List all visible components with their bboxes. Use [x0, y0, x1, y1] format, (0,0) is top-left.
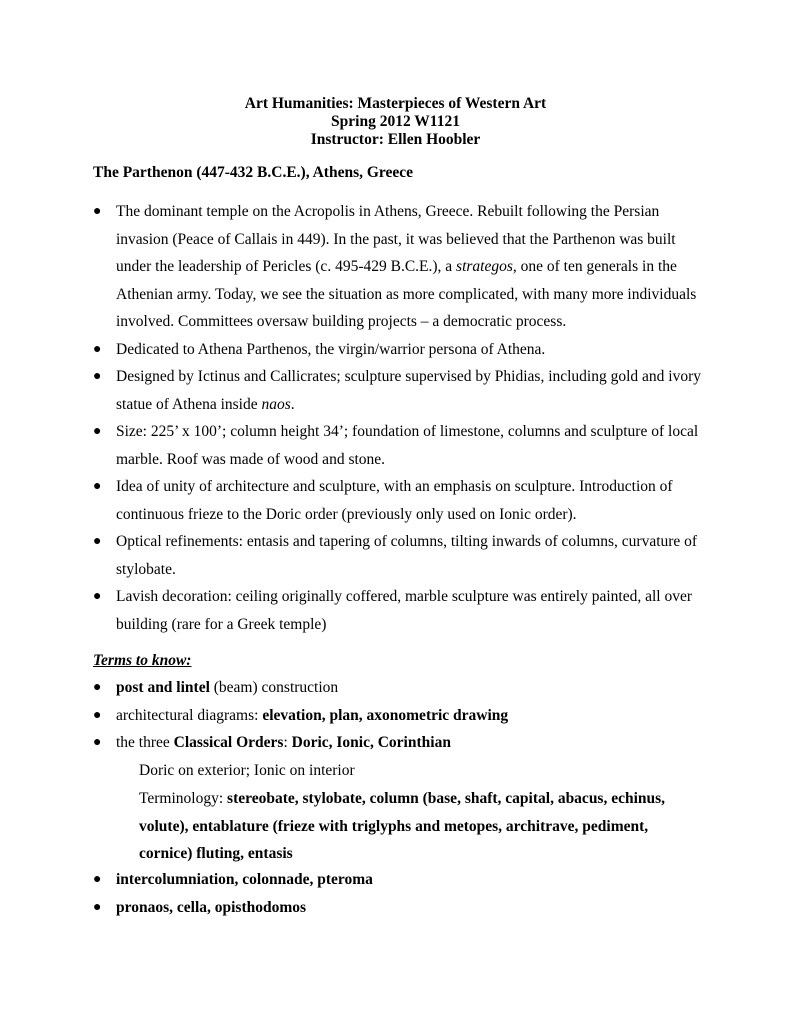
terms-list-top	[93, 674, 703, 757]
bullet-icon: ●	[93, 735, 102, 750]
list-item: ● The dominant temple on the Acropolis in Athens, Greece. Rebuilt following the Persian invasion (Peace of Callais in 449). In the past, it was believed that the Parthenon was built under the leadership of Pericles (c. 495-429 B.C.E.), a strategos, one of ten generals in the Athenian army. Today, we see the situation as more complicated, with many more individuals involved. Committees oversaw building projects – a democratic process.	[93, 198, 703, 336]
bullet-icon: ●	[93, 369, 102, 384]
list-item: ● post and lintel (beam) construction	[93, 674, 703, 702]
bullet-icon: ●	[93, 204, 102, 219]
bullet-icon: ●	[93, 707, 102, 723]
list-item: ● intercolumniation, colonnade, pteroma	[93, 866, 703, 894]
bullet-icon: ●	[93, 589, 102, 604]
bullet-icon: ●	[93, 680, 102, 695]
bullet-icon: ●	[93, 341, 102, 357]
course-title: Art Humanities: Masterpieces of Western Art	[244, 95, 547, 112]
bullet-icon: ●	[93, 424, 102, 439]
list-item: ● Designed by Ictinus and Callicrates; sculpture supervised by Phidias, including gold and ivory statue of Athena inside naos.	[93, 363, 703, 418]
list-item: ● the three Classical Orders: Doric, Ionic, Corinthian	[93, 729, 703, 757]
list-item: ● Idea of unity of architecture and sculpture, with an emphasis on sculpture. Introduction of continuous frieze to the Doric order (previously only used on Ionic order).	[93, 473, 703, 528]
list-item: ● Dedicated to Athena Parthenos, the virgin/warrior persona of Athena.	[93, 336, 703, 364]
bullet-icon: ●	[93, 872, 102, 887]
doric-ionic-note: Doric on exterior; Ionic on interior	[139, 762, 355, 779]
terms-heading: Terms to know:	[93, 652, 192, 669]
list-item: ● Lavish decoration: ceiling originally coffered, marble sculpture was entirely painted, all over building (rare for a Greek temple)	[93, 583, 703, 638]
parthenon-bullet-list	[93, 198, 703, 638]
term-and-course-code: Spring 2012 W1121	[331, 113, 460, 130]
section-title: The Parthenon (447-432 B.C.E.), Athens, Greece	[93, 164, 414, 181]
terminology-note: Terminology: stereobate, stylobate, column (base, shaft, capital, abacus, echinus, volute), entablature (frieze with triglyphs and metopes, architrave, pediment, cornice) fluting, entasis	[139, 790, 666, 862]
list-item: ● pronaos, cella, opisthodomos	[93, 894, 703, 922]
list-item: ● architectural diagrams: elevation, plan, axonometric drawing	[93, 702, 703, 730]
terms-list-bottom	[93, 866, 703, 921]
instructor-name: Instructor: Ellen Hoobler	[310, 131, 481, 148]
bullet-icon: ●	[93, 534, 102, 549]
bullet-icon: ●	[93, 899, 102, 915]
bullet-icon: ●	[93, 479, 102, 494]
list-item: ● Optical refinements: entasis and tapering of columns, tilting inwards of columns, curvature of stylobate.	[93, 528, 703, 583]
list-item: ● Size: 225’ x 100’; column height 34’; foundation of limestone, columns and sculpture of local marble. Roof was made of wood and stone.	[93, 418, 703, 473]
